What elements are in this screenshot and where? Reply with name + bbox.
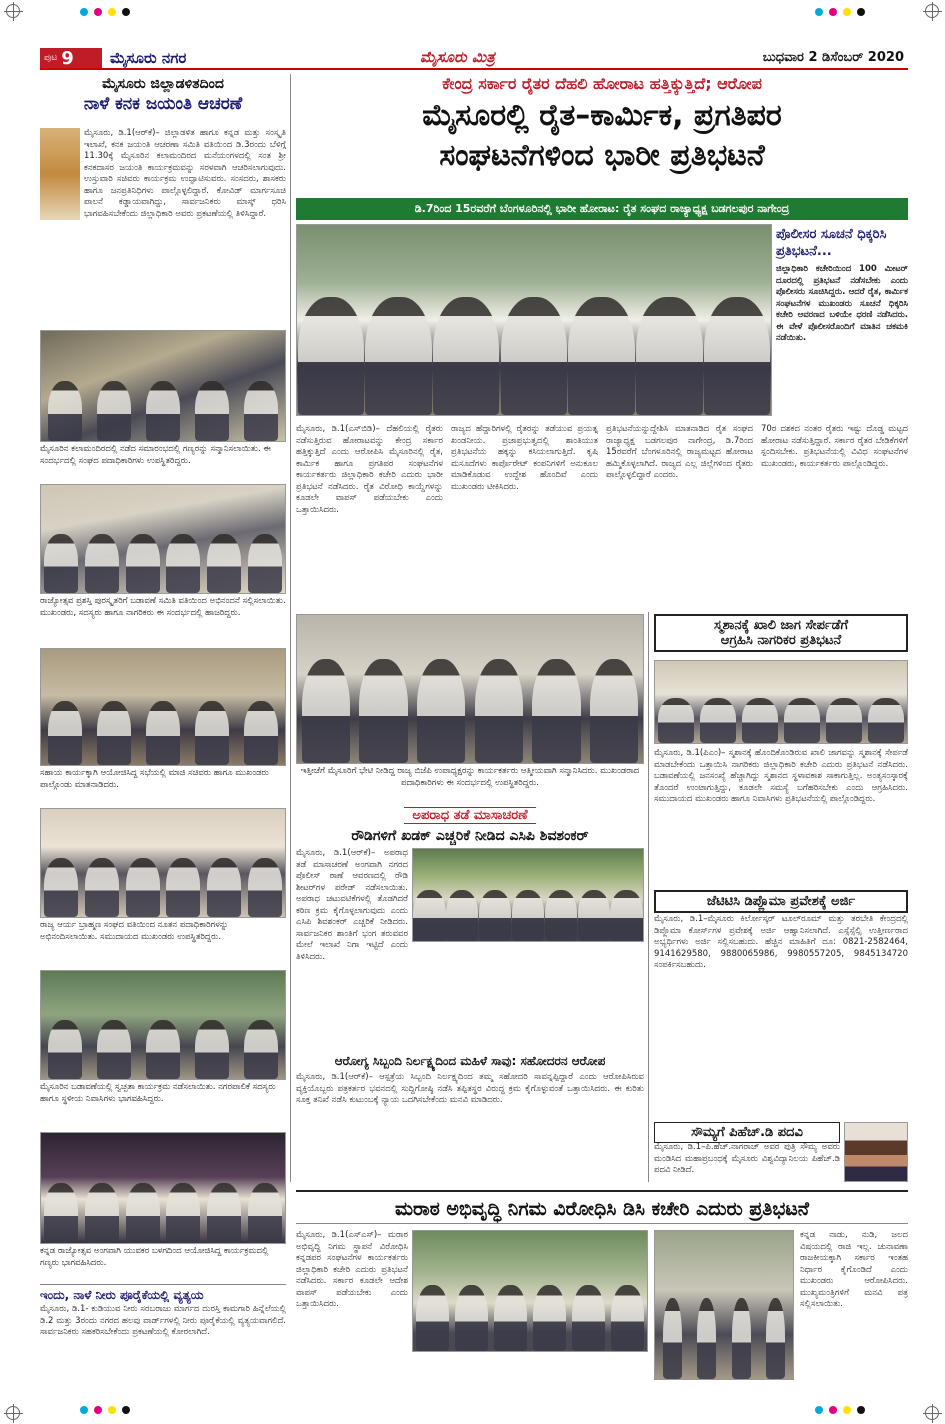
page-number: 9	[61, 47, 74, 69]
phd-portrait-photo	[844, 1122, 908, 1182]
section-name: ಮೈಸೂರು ನಗರ	[110, 49, 187, 67]
cmyk-dots-icon	[815, 1406, 865, 1414]
crime-headline: ರೌಡಿಗಳಿಗೆ ಖಡಕ್ ಎಚ್ಚರಿಕೆ ನೀಡಿದ ಎಸಿಪಿ ಶಿವಶಂಕರ್	[351, 828, 589, 844]
photo-caption: ಮೈಸೂರಿನ ಕಲಾಮಂದಿರದಲ್ಲಿ ನಡೆದ ಸಮಾರಂಭದಲ್ಲಿ ಗಣ್ಯರನ್ನು ಸನ್ಮಾನಿಸಲಾಯಿತು. ಈ ಸಂದರ್ಭದಲ್ಲಿ ಸಂಘದ ಪದಾಧಿಕಾರಿಗಳು ಉಪಸ್ಥಿತರಿದ್ದರು.	[40, 444, 271, 466]
lead-body-col: ಮೈಸೂರು, ಡಿ.1(ಎಸ್‌ಬಿಡಿ)– ದೆಹಲಿಯಲ್ಲಿ ರೈತರು ನಡೆಸುತ್ತಿರುವ ಹೋರಾಟವನ್ನು ಕೇಂದ್ರ ಸರ್ಕಾರ ಹತ್ತಿಕ್ಕುತ್ತಿದೆ ಎಂದು ಆರೋಪಿಸಿ ಮೈಸೂರಿನಲ್ಲಿ ರೈತ, ಕಾರ್ಮಿಕ ಹಾಗೂ ಪ್ರಗತಿಪರ ಸಂಘಟನೆಗಳ ಕಾರ್ಯಕರ್ತರು ಜಿಲ್ಲಾಧಿಕಾರಿ ಕಚೇರಿ ಎದುರು ಭಾರೀ ಪ್ರತಿಭಟನೆ ನಡೆಸಿದರು. ರೈತ ವಿರೋಧಿ ಕಾಯ್ದೆಗಳನ್ನು ಕೂಡಲೇ ವಾಪಸ್ ಪಡೆಯಬೇಕು ಎಂದು ಒತ್ತಾಯಿಸಿದರು.	[296, 424, 443, 515]
lead-side-box	[776, 226, 908, 414]
photo-caption: ಮೈಸೂರಿನ ಬಡಾವಣೆಯಲ್ಲಿ ಸ್ವಚ್ಛತಾ ಕಾರ್ಯಕ್ರಮ ನಡೆಸಲಾಯಿತು. ನಗರಪಾಲಿಕೆ ಸದಸ್ಯರು ಹಾಗೂ ಸ್ಥಳೀಯ ನಿವಾಸಿಗಳು ಭಾಗವಹಿಸಿದ್ದರು.	[40, 1082, 276, 1104]
maratha-protest-photo	[412, 1230, 648, 1352]
photo-caption: ಕನ್ನಡ ರಾಜ್ಯೋತ್ಸವ ಅಂಗವಾಗಿ ಯುವಕರ ಬಳಗದಿಂದ ಆಯೋಜಿಸಿದ್ದ ಕಾರ್ಯಕ್ರಮದಲ್ಲಿ ಗಣ್ಯರು ಭಾಗವಹಿಸಿದರು.	[40, 1246, 269, 1268]
cmyk-dots-icon	[815, 8, 865, 16]
lead-headline-line-1: ಮೈಸೂರಲ್ಲಿ ರೈತ–ಕಾರ್ಮಿಕ, ಪ್ರಗತಿಪರ	[422, 98, 782, 133]
cemetery-protest-photo	[654, 660, 908, 744]
lead-protest-photo	[296, 224, 772, 416]
cemetery-headline-box	[654, 614, 908, 652]
photo	[40, 970, 286, 1080]
photo	[40, 648, 286, 766]
lead-banner: ಡಿ.7ರಿಂದ 15ರವರೆಗೆ ಬೆಂಗಳೂರಿನಲ್ಲಿ ಭಾರೀ ಹೋರಾಟ: ರೈತ ಸಂಘದ ರಾಜ್ಯಾಧ್ಯಕ್ಷ ಬಡಗಲಪುರ ನಾಗೇಂದ್ರ	[296, 198, 908, 220]
cmyk-dots-icon	[80, 8, 130, 16]
registration-mark-icon	[6, 4, 20, 18]
side-box-title: ಪೊಲೀಸರ ಸೂಚನೆ ಧಿಕ್ಕರಿಸಿ ಪ್ರತಿಭಟನೆ...	[776, 227, 887, 259]
registration-mark-icon	[925, 4, 939, 18]
lead-body	[296, 424, 908, 606]
lead-body-col: ಪ್ರತಿಭಟನೆಯನ್ನುದ್ದೇಶಿಸಿ ಮಾತನಾಡಿದ ರೈತ ಸಂಘದ ರಾಜ್ಯಾಧ್ಯಕ್ಷ ಬಡಗಲಪುರ ನಾಗೇಂದ್ರ, ಡಿ.7ರಿಂದ 15ರವರೆಗೆ ಬೆಂಗಳೂರಿನಲ್ಲಿ ರಾಜ್ಯಮಟ್ಟದ ಹೋರಾಟ ಹಮ್ಮಿಕೊಳ್ಳಲಾಗಿದೆ. ರಾಜ್ಯದ ಎಲ್ಲ ಜಿಲ್ಲೆಗಳಿಂದ ರೈತರು ಪಾಲ್ಗೊಳ್ಳಲಿದ್ದಾರೆ ಎಂದರು.	[606, 424, 753, 480]
crime-body: ಮೈಸೂರು, ಡಿ.1(ಆರ್‌ಕೆ)– ಅಪರಾಧ ತಡೆ ಮಾಸಾಚರಣೆ ಅಂಗವಾಗಿ ನಗರದ ಪೊಲೀಸ್ ಠಾಣೆ ಆವರಣದಲ್ಲಿ ರೌಡಿ ಶೀಟರ್‌ಗಳ ಪರೇಡ್ ನಡೆಸಲಾಯಿತು. ಅಪರಾಧ ಚಟುವಟಿಕೆಗಳಲ್ಲಿ ತೊಡಗಿದರೆ ಕಠಿಣ ಕ್ರಮ ಕೈಗೊಳ್ಳಲಾಗುವುದು ಎಂದು ಎಸಿಪಿ ಶಿವಶಂಕರ್ ಎಚ್ಚರಿಕೆ ನೀಡಿದರು. ಸಾರ್ವಜನಿಕರ ಶಾಂತಿಗೆ ಭಂಗ ತರುವವರ ಮೇಲೆ ಇಲಾಖೆ ನಿಗಾ ಇಟ್ಟಿದೆ ಎಂದು ತಿಳಿಸಿದರು.	[296, 848, 408, 962]
page-number-badge	[40, 48, 102, 68]
page-label: ಪುಟ	[44, 53, 58, 63]
registration-mark-icon	[925, 1406, 939, 1420]
phd-headline: ಸೌಮ್ಯಗೆ ಪಿಹೆಚ್.ಡಿ ಪದವಿ	[654, 1122, 840, 1143]
crime-label: ಅಪರಾಧ ತಡೆ ಮಾಸಾಚರಣೆ	[404, 807, 535, 824]
health-body: ಮೈಸೂರು, ಡಿ.1(ಆರ್‌ಕೆ)– ಆಸ್ಪತ್ರೆಯ ಸಿಬ್ಬಂದಿ ನಿರ್ಲಕ್ಷ್ಯದಿಂದ ತಮ್ಮ ಸಹೋದರಿ ಸಾವನ್ನಪ್ಪಿದ್ದಾರೆ ಎಂದು ಆರೋಪಿಸಿರುವ ವ್ಯಕ್ತಿಯೊಬ್ಬರು ಪತ್ರಕರ್ತರ ಭವನದಲ್ಲಿ ಸುದ್ದಿಗೋಷ್ಠಿ ನಡೆಸಿ ತಪ್ಪಿತಸ್ಥರ ವಿರುದ್ಧ ಕ್ರಮ ಕೈಗೊಳ್ಳುವಂತೆ ಒತ್ತಾಯಿಸಿದರು. ಈ ಕುರಿತು ಸೂಕ್ತ ತನಿಖೆ ನಡೆಸಿ ಕುಟುಂಬಕ್ಕೆ ನ್ಯಾಯ ಒದಗಿಸಬೇಕೆಂದು ಮನವಿ ಮಾಡಿದರು.	[296, 1072, 644, 1105]
lead-body-col: 70ರ ದಶಕದ ನಂತರ ರೈತರು ಇಷ್ಟು ದೊಡ್ಡ ಮಟ್ಟದ ಹೋರಾಟ ನಡೆಸುತ್ತಿದ್ದಾರೆ. ಸರ್ಕಾರ ರೈತರ ಬೇಡಿಕೆಗಳಿಗೆ ಸ್ಪಂದಿಸಬೇಕು. ಪ್ರತಿಭಟನೆಯಲ್ಲಿ ವಿವಿಧ ಸಂಘಟನೆಗಳ ಮುಖಂಡರು, ಕಾರ್ಯಕರ್ತರು ಪಾಲ್ಗೊಂಡಿದ್ದರು.	[761, 424, 908, 469]
lead-body-col: ರಾಜ್ಯದ ಹೆದ್ದಾರಿಗಳಲ್ಲಿ ರೈತರನ್ನು ತಡೆಯುವ ಪ್ರಯತ್ನ ಖಂಡನೀಯ. ಪ್ರಜಾಪ್ರಭುತ್ವದಲ್ಲಿ ಶಾಂತಿಯುತ ಪ್ರತಿಭಟನೆಯ ಹಕ್ಕನ್ನು ಕಸಿಯಲಾಗುತ್ತಿದೆ. ಕೃಷಿ ಮಸೂದೆಗಳು ಕಾರ್ಪೊರೇಟ್ ಕಂಪನಿಗಳಿಗೆ ಅನುಕೂಲ ಮಾಡಿಕೊಡುವ ಉದ್ದೇಶ ಹೊಂದಿವೆ ಎಂದು ಮುಖಂಡರು ಟೀಕಿಸಿದರು.	[451, 424, 598, 492]
photo	[40, 484, 286, 594]
article-body: ಮೈಸೂರು, ಡಿ.1(ಆರ್‌ಕೆ)– ಜಿಲ್ಲಾಡಳಿತ ಹಾಗೂ ಕನ್ನಡ ಮತ್ತು ಸಂಸ್ಕೃತಿ ಇಲಾಖೆ, ಕನಕ ಜಯಂತಿ ಆಚರಣಾ ಸಮಿತಿ ವತಿಯಿಂದ ಡಿ.3ರಂದು ಬೆಳಿಗ್ಗೆ 11.30ಕ್ಕೆ ಮೈಸೂರಿನ ಕಲಾಮಂದಿರದ ಮನೆಯಂಗಳದಲ್ಲಿ ಸಂತ ಶ್ರೀ ಕನಕದಾಸರ ಜಯಂತಿ ಕಾರ್ಯಕ್ರಮವನ್ನು ಸರಳವಾಗಿ ಆಚರಿಸಲಾಗುವುದು. ಉಸ್ತುವಾರಿ ಸಚಿವರು ಕಾರ್ಯಕ್ರಮ ಉದ್ಘಾಟಿಸುವರು. ಸಂಸದರು, ಶಾಸಕರು ಹಾಗೂ ಜನಪ್ರತಿನಿಧಿಗಳು ಪಾಲ್ಗೊಳ್ಳಲಿದ್ದಾರೆ. ಕೋವಿಡ್ ಮಾರ್ಗಸೂಚಿ ಪಾಲನೆ ಕಡ್ಡಾಯವಾಗಿದ್ದು, ಸಾರ್ವಜನಿಕರು ಮಾಸ್ಕ್ ಧರಿಸಿ ಭಾಗವಹಿಸಬೇಕೆಂದು ಜಿಲ್ಲಾಧಿಕಾರಿ ಅವರು ಪ್ರಕಟಣೆಯಲ್ಲಿ ತಿಳಿಸಿದ್ದಾರೆ.	[84, 128, 286, 219]
photo	[40, 808, 286, 918]
cmyk-dots-icon	[80, 1406, 130, 1414]
photo	[40, 330, 286, 442]
cemetery-headline-1: ಸ್ಮಶಾನಕ್ಕೆ ಖಾಲಿ ಜಾಗ ಸೇರ್ಪಡೆಗೆ	[713, 618, 849, 633]
dateline: ಬುಧವಾರ 2 ಡಿಸೆಂಬರ್ 2020	[762, 50, 904, 65]
lead-story-header	[296, 74, 908, 176]
kanaka-jayanthi-article	[40, 76, 286, 114]
article-headline: ನಾಳೆ ಕನಕ ಜಯಂತಿ ಆಚರಣೆ	[83, 94, 243, 114]
cemetery-headline-2: ಆಗ್ರಹಿಸಿ ನಾಗರಿಕರ ಪ್ರತಿಭಟನೆ	[720, 633, 842, 648]
article-kicker: ಮೈಸೂರು ಜಿಲ್ಲಾಡಳಿತದಿಂದ	[102, 76, 224, 92]
photo-caption: ಸಹಾಯ ಕಾರ್ಯಕ್ಕಾಗಿ ಆಯೋಜಿಸಿದ್ದ ಸಭೆಯಲ್ಲಿ ಮಾಜಿ ಸಚಿವರು ಹಾಗೂ ಮುಖಂಡರು ಪಾಲ್ಗೊಂಡು ಮಾತನಾಡಿದರು.	[40, 768, 269, 790]
masthead: ಮೈಸೂರು ಮಿತ್ರ	[420, 48, 495, 66]
maratha-body-right: ಕನ್ನಡ ನಾಡು, ನುಡಿ, ಜಲದ ವಿಷಯದಲ್ಲಿ ರಾಜಿ ಇಲ್ಲ. ಚುನಾವಣಾ ರಾಜಕೀಯಕ್ಕಾಗಿ ಸರ್ಕಾರ ಇಂತಹ ನಿರ್ಧಾರ ಕೈಗೊಂಡಿದೆ ಎಂದು ಮುಖಂಡರು ಆರೋಪಿಸಿದರು. ಮುಖ್ಯಮಂತ್ರಿಗಳಿಗೆ ಮನವಿ ಪತ್ರ ಸಲ್ಲಿಸಲಾಯಿತು.	[800, 1230, 908, 1309]
felicitation-caption: ಇತ್ತೀಚೆಗೆ ಮೈಸೂರಿಗೆ ಭೇಟಿ ನೀಡಿದ್ದ ರಾಜ್ಯ ಬಿಜೆಪಿ ಉಪಾಧ್ಯಕ್ಷರನ್ನು ಕಾರ್ಯಕರ್ತರು ಆತ್ಮೀಯವಾಗಿ ಸನ್ಮಾನಿಸಿದರು. ಮುಖಂಡರಾದ ಪದಾಧಿಕಾರಿಗಳು ಈ ಸಂದರ್ಭದಲ್ಲಿ ಉಪಸ್ಥಿತರಿದ್ದರು.	[300, 766, 640, 788]
column-divider	[648, 612, 649, 1182]
photo-caption: ರಾಜ್ಯೋತ್ಸವ ಪ್ರಶಸ್ತಿ ಪುರಸ್ಕೃತರಿಗೆ ಬಡಾವಣೆ ಸಮಿತಿ ವತಿಯಿಂದ ಅಭಿನಂದನೆ ಸಲ್ಲಿಸಲಾಯಿತು. ಮುಖಂಡರು, ಸದಸ್ಯರು ಹಾಗೂ ನಾಗರಿಕರು ಈ ಸಂದರ್ಭದಲ್ಲಿ ಹಾಜರಿದ್ದರು.	[40, 596, 286, 618]
diploma-body: ಮೈಸೂರು, ಡಿ.1–ಮೈಸೂರು ಕಿರ್ಲೋಸ್ಕರ್ ಟೂಲ್‌ರೂಮ್ ಮತ್ತು ತರಬೇತಿ ಕೇಂದ್ರದಲ್ಲಿ ಡಿಪ್ಲೊಮಾ ಕೋರ್ಸ್‌ಗಳ ಪ್ರವೇಶಕ್ಕೆ ಅರ್ಜಿ ಆಹ್ವಾನಿಸಲಾಗಿದೆ. ಎಸ್ಸೆಸ್ಸೆಲ್ಸಿ ಉತ್ತೀರ್ಣರಾದ ಅಭ್ಯರ್ಥಿಗಳು ಅರ್ಜಿ ಸಲ್ಲಿಸಬಹುದು. ಹೆಚ್ಚಿನ ಮಾಹಿತಿಗೆ ದೂ: 0821-2582464, 9141629580, 9880065986, 9980557205, 9845134720 ಸಂಪರ್ಕಿಸಬಹುದು.	[654, 914, 908, 970]
rowdy-parade-photo	[412, 848, 644, 942]
maratha-headline: ಮರಾಠ ಅಭಿವೃದ್ಧಿ ನಿಗಮ ವಿರೋಧಿಸಿ ಡಿಸಿ ಕಚೇರಿ ಎದುರು ಪ್ರತಿಭಟನೆ	[296, 1190, 908, 1224]
column-divider	[290, 74, 291, 1182]
lead-headline-line-2: ಸಂಘಟನೆಗಳಿಂದ ಭಾರೀ ಪ್ರತಿಭಟನೆ	[439, 138, 765, 173]
water-notice-body: ಮೈಸೂರು, ಡಿ.1- ಕುಡಿಯುವ ನೀರು ಸರಬರಾಜು ಮಾರ್ಗದ ದುರಸ್ತಿ ಕಾಮಗಾರಿ ಹಿನ್ನೆಲೆಯಲ್ಲಿ ಡಿ.2 ಮತ್ತು 3ರಂದು ನಗರದ ಹಲವು ವಾರ್ಡ್‌ಗಳಲ್ಲಿ ನೀರು ಪೂರೈಕೆಯಲ್ಲಿ ವ್ಯತ್ಯಯವಾಗಲಿದೆ. ಸಾರ್ವಜನಿಕರು ಸಹಕರಿಸಬೇಕೆಂದು ಪ್ರಕಟಣೆಯಲ್ಲಿ ಕೋರಲಾಗಿದೆ.	[40, 1304, 286, 1337]
lead-kicker: ಕೇಂದ್ರ ಸರ್ಕಾರ ರೈತರ ದೆಹಲಿ ಹೋರಾಟ ಹತ್ತಿಕ್ಕುತ್ತಿದೆ; ಆರೋಪ	[442, 74, 762, 93]
cemetery-body: ಮೈಸೂರು, ಡಿ.1(ಪಿಎಂ)– ಸ್ಮಶಾನಕ್ಕೆ ಹೊಂದಿಕೊಂಡಿರುವ ಖಾಲಿ ಜಾಗವನ್ನು ಸ್ಮಶಾನಕ್ಕೆ ಸೇರ್ಪಡೆ ಮಾಡಬೇಕೆಂದು ಒತ್ತಾಯಿಸಿ ನಾಗರಿಕರು ಜಿಲ್ಲಾಧಿಕಾರಿ ಕಚೇರಿ ಎದುರು ಪ್ರತಿಭಟನೆ ನಡೆಸಿದರು. ಬಡಾವಣೆಯಲ್ಲಿ ಜನಸಂಖ್ಯೆ ಹೆಚ್ಚಾಗಿದ್ದು ಸ್ಮಶಾನದ ಸ್ಥಳಾವಕಾಶ ಸಾಕಾಗುತ್ತಿಲ್ಲ. ಅಂತ್ಯಸಂಸ್ಕಾರಕ್ಕೆ ತೊಂದರೆ ಉಂಟಾಗುತ್ತಿದ್ದು, ಕೂಡಲೇ ಸಮಸ್ಯೆ ಬಗೆಹರಿಸಬೇಕು ಎಂದು ಆಗ್ರಹಿಸಿದರು. ಸಮುದಾಯದ ಮುಖಂಡರು ಹಾಗೂ ನಿವಾಸಿಗಳು ಪ್ರತಿಭಟನೆಯಲ್ಲಿ ಪಾಲ್ಗೊಂಡಿದ್ದರು.	[654, 748, 908, 804]
registration-mark-icon	[6, 1406, 20, 1420]
maratha-protest-photo	[654, 1230, 794, 1380]
kanaka-dasa-illustration	[40, 128, 80, 220]
side-box-body: ಜಿಲ್ಲಾಧಿಕಾರಿ ಕಚೇರಿಯಿಂದ 100 ಮೀಟರ್ ದೂರದಲ್ಲಿ ಪ್ರತಿಭಟನೆ ನಡೆಸಬೇಕು ಎಂದು ಪೊಲೀಸರು ಸೂಚಿಸಿದ್ದರು. ಆದರೆ ರೈತ, ಕಾರ್ಮಿಕ ಸಂಘಟನೆಗಳ ಮುಖಂಡರು ಸೂಚನೆ ಧಿಕ್ಕರಿಸಿ ಕಚೇರಿ ಆವರಣದ ಬಳಿಯೇ ಧರಣಿ ನಡೆಸಿದರು. ಈ ವೇಳೆ ಪೊಲೀಸರೊಂದಿಗೆ ಮಾತಿನ ಚಕಮಕಿ ನಡೆಯಿತು.	[776, 264, 908, 343]
photo-caption: ರಾಜ್ಯ ಆರ್ಯ ಬ್ರಾಹ್ಮಣ ಸಂಘದ ವತಿಯಿಂದ ನೂತನ ಪದಾಧಿಕಾರಿಗಳನ್ನು ಅಭಿನಂದಿಸಲಾಯಿತು. ಸಮುದಾಯದ ಮುಖಂಡರು ಉಪಸ್ಥಿತರಿದ್ದರು.	[40, 920, 229, 942]
water-notice-headline: ಇಂದು, ನಾಳೆ ನೀರು ಪೂರೈಕೆಯಲ್ಲಿ ವ್ಯತ್ಯಯ	[40, 1284, 286, 1303]
page-header	[40, 48, 908, 70]
photo	[40, 1132, 286, 1244]
phd-body: ಮೈಸೂರು, ಡಿ.1–ಪಿ.ಹೆಚ್.ನಾಗರಾಜ್ ಅವರ ಪುತ್ರಿ ಸೌಮ್ಯ ಅವರು ಮಂಡಿಸಿದ ಮಹಾಪ್ರಬಂಧಕ್ಕೆ ಮೈಸೂರು ವಿಶ್ವವಿದ್ಯಾನಿಲಯ ಪಿಹೆಚ್.ಡಿ ಪದವಿ ನೀಡಿದೆ.	[654, 1142, 840, 1175]
crime-article-header	[296, 804, 644, 844]
diploma-headline: ಜೆಟಿಟಿಸಿ ಡಿಪ್ಲೊಮಾ ಪ್ರವೇಶಕ್ಕೆ ಅರ್ಜಿ	[654, 890, 908, 913]
felicitation-photo	[296, 614, 644, 764]
maratha-body-left: ಮೈಸೂರು, ಡಿ.1(ಎಸ್‌ಎಸ್)– ಮರಾಠ ಅಭಿವೃದ್ಧಿ ನಿಗಮ ಸ್ಥಾಪನೆ ವಿರೋಧಿಸಿ ಕನ್ನಡಪರ ಸಂಘಟನೆಗಳ ಕಾರ್ಯಕರ್ತರು ಜಿಲ್ಲಾಧಿಕಾರಿ ಕಚೇರಿ ಎದುರು ಪ್ರತಿಭಟನೆ ನಡೆಸಿದರು. ಸರ್ಕಾರ ಕೂಡಲೇ ಆದೇಶ ವಾಪಸ್ ಪಡೆಯಬೇಕು ಎಂದು ಒತ್ತಾಯಿಸಿದರು.	[296, 1230, 408, 1309]
health-headline: ಆರೋಗ್ಯ ಸಿಬ್ಬಂದಿ ನಿರ್ಲಕ್ಷ್ಯದಿಂದ ಮಹಿಳೆ ಸಾವು: ಸಹೋದರನ ಆರೋಪ	[334, 1054, 606, 1068]
